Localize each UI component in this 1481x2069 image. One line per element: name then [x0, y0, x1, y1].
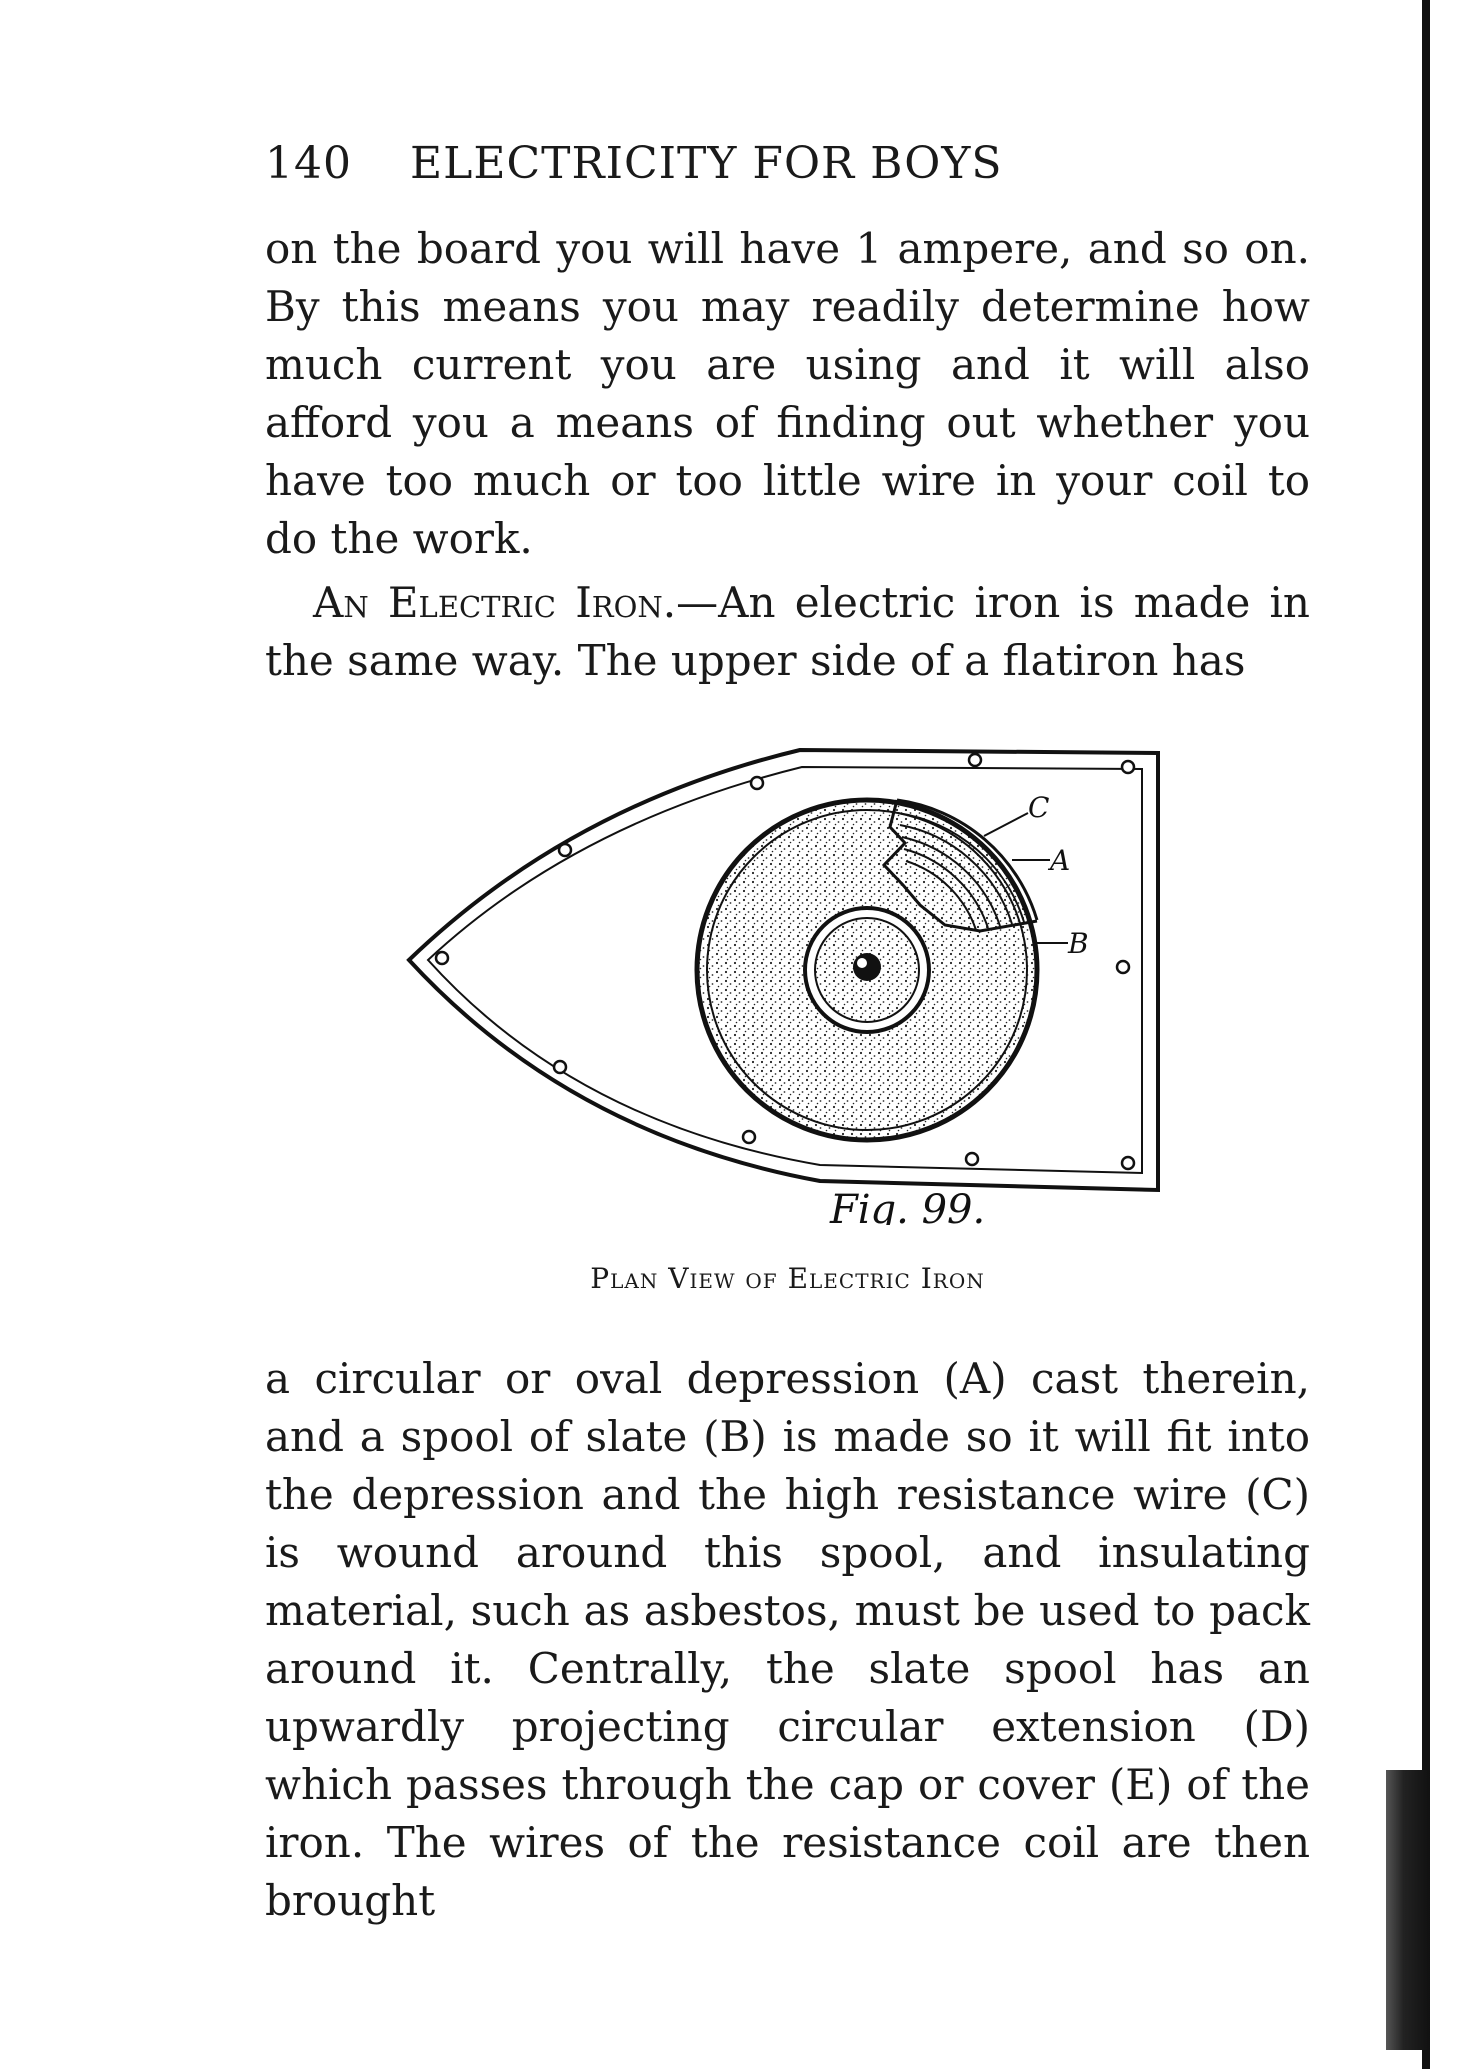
page-edge-rule	[1422, 0, 1430, 2069]
section-heading: An Electric Iron.	[313, 578, 677, 627]
paragraph-3: a circular or oval depression (A) cast therein, and a spool of slate (B) is made so it will fit into the depression and the high resistance wire (C) is wound around this spool, and insulating material, such as asbestos, must be used to pack around it. Centrally, the slate spool has an upwardly projecting circular extension (D) which passes through the cap or cover (E) of the iron. The wires of the resistance coil are then brought	[265, 1354, 1310, 1925]
label-c: C	[1028, 791, 1050, 824]
center-terminal	[853, 953, 881, 981]
page-edge-shadow	[1386, 1770, 1430, 2050]
running-title: ELECTRICITY FOR BOYS	[410, 138, 1003, 189]
page-number: 140	[265, 138, 352, 189]
paragraph-2	[265, 574, 1310, 690]
label-a: A	[1050, 844, 1071, 877]
running-header	[265, 138, 1125, 189]
figure-number: Fig. 99.	[830, 1187, 986, 1225]
paragraph-1: on the board you will have 1 ampere, and so on. By this means you may readily determine how much current you are using and it will also afford you a means of finding out whether you have too much or too little wire in your coil to do the work.	[265, 224, 1310, 563]
electric-iron-diagram	[400, 745, 1180, 1225]
figure-caption: Plan View of Electric Iron	[590, 1262, 985, 1295]
figure-electric-iron	[400, 745, 1180, 1225]
paragraph-2-text: —An electric iron is made in the same way. The upper side of a flatiron has	[265, 578, 1310, 685]
label-b: B	[1068, 927, 1089, 960]
